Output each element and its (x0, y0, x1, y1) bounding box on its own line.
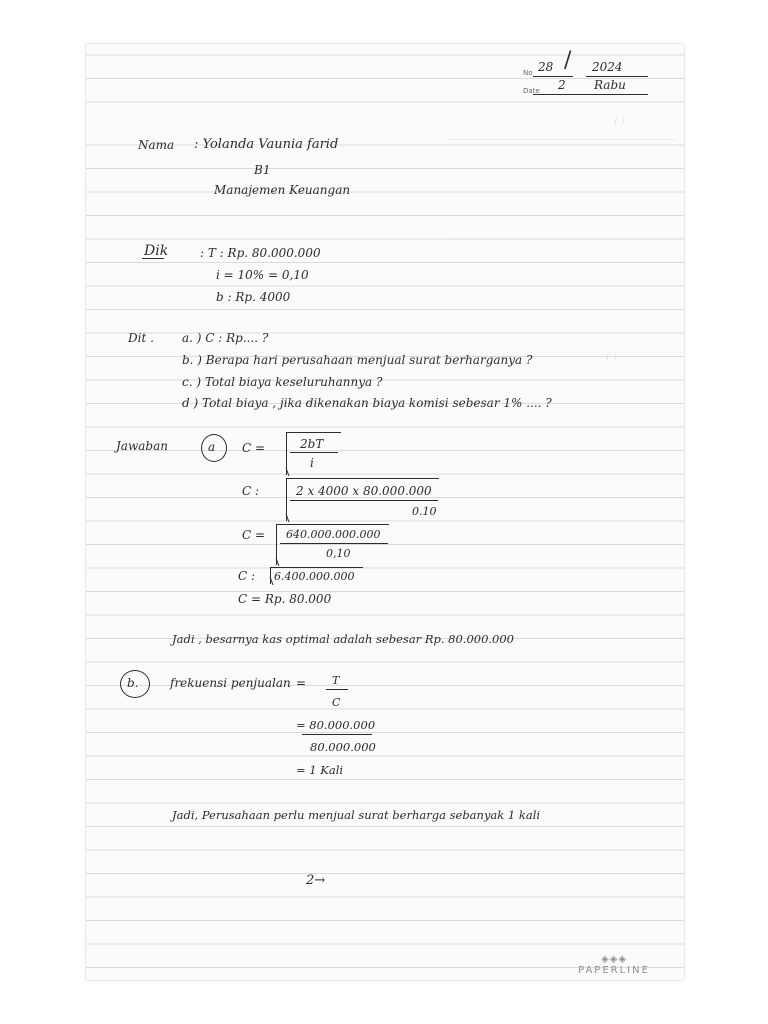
dit-a: a. ) C : Rp.... ? (182, 331, 269, 345)
dit-label: Dit . (128, 331, 154, 345)
no-value: 28 (538, 60, 554, 74)
f1-den: i (310, 456, 314, 470)
dit-c: c. ) Total biaya keseluruhannya ? (182, 375, 383, 389)
freq-result: = 1 Kali (296, 763, 344, 777)
f1-num: 2bT (300, 437, 324, 451)
freq-num: = 80.000.000 (296, 718, 376, 732)
f2-line (290, 500, 438, 501)
no-underline (533, 76, 573, 77)
c-eq-1: C = (242, 441, 266, 455)
year-underline (586, 76, 648, 77)
date-value: 2 (558, 78, 566, 92)
date-slash: / (564, 48, 572, 73)
dik-b: b : Rp. 4000 (216, 290, 291, 304)
bleed-through-mark: ( ) (614, 116, 625, 127)
f2-num: 2 x 4000 x 80.000.000 (296, 484, 432, 498)
freq-t: T (332, 674, 340, 687)
c-colon-4: C : (238, 569, 256, 583)
bleed-through-mark (446, 139, 676, 152)
paperline-wordmark: PAPERLINE (578, 965, 650, 976)
page-arrow: 2→ (306, 873, 326, 888)
bleed-through-mark (446, 239, 676, 252)
root-value: 6.400.000.000 (274, 570, 355, 583)
class: B1 (254, 163, 271, 177)
freq-den: 80.000.000 (310, 740, 376, 754)
bleed-through-mark: ( ) (606, 352, 617, 363)
day: Rabu (594, 78, 626, 92)
part-a-label: a (208, 440, 216, 454)
freq-label: frekuensi penjualan (170, 676, 291, 690)
c-eq-3: C = (242, 528, 266, 542)
freq-eq: = (296, 676, 307, 690)
dit-d: d ) Total biaya , jika dikenakan biaya komisi sebesar 1% .... ? (182, 396, 552, 410)
dik-underline (142, 258, 164, 259)
jawaban-label: Jawaban (116, 439, 168, 453)
no-label: No (523, 69, 533, 77)
paperline-logo (574, 954, 654, 976)
name-label: Nama (138, 138, 175, 152)
conclusion-a: Jadi , besarnya kas optimal adalah sebesar Rp. 80.000.000 (172, 632, 515, 646)
conclusion-b: Jadi, Perusahaan perlu menjual surat berharga sebanyak 1 kali (172, 808, 541, 822)
date-label: Date (523, 87, 540, 95)
freq-line-2 (302, 734, 372, 735)
year: 2024 (592, 60, 623, 74)
paperline-logo-icon: ◈◈◈ (600, 954, 628, 965)
dit-b: b. ) Berapa hari perusahaan menjual surat berharganya ? (182, 353, 533, 367)
date-underline (533, 94, 648, 95)
dik-i: i = 10% = 0,10 (216, 268, 309, 282)
c-result: C = Rp. 80.000 (238, 592, 332, 606)
freq-c: C (332, 696, 341, 709)
course: Manajemen Keuangan (214, 183, 351, 197)
part-b-label: b. (127, 676, 139, 690)
freq-line-1 (326, 689, 348, 690)
dik-t: : T : Rp. 80.000.000 (200, 246, 321, 260)
notebook-page (86, 44, 684, 980)
name-value: : Yolanda Vaunia farid (194, 137, 339, 152)
f3-den: 0,10 (326, 547, 351, 560)
f3-num: 640.000.000.000 (286, 528, 381, 541)
f2-den: 0.10 (412, 505, 437, 518)
dik-label: Dik (144, 243, 169, 259)
c-colon-2: C : (242, 484, 260, 498)
f1-line (290, 452, 338, 453)
f3-line (280, 543, 388, 544)
